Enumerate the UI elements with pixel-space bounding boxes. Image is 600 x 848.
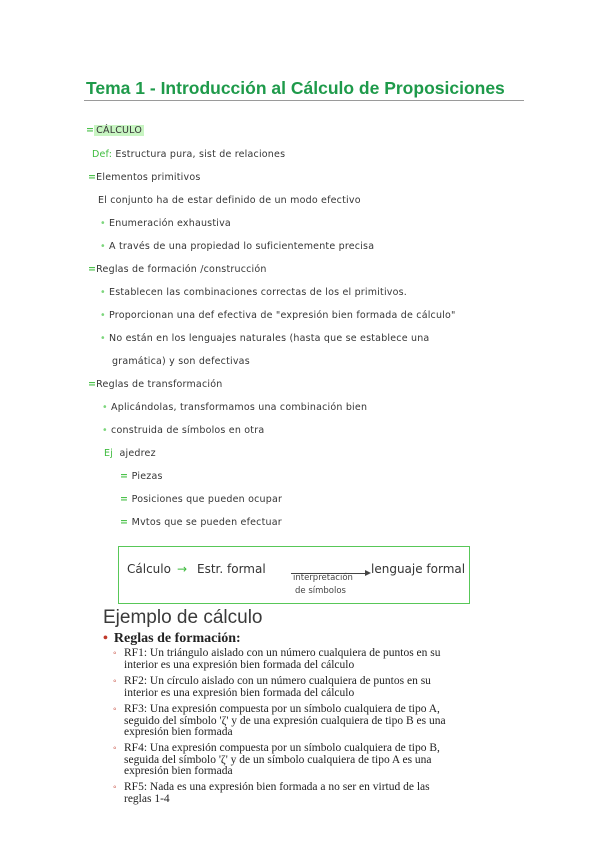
box-lenguaje-formal: lenguaje formal (371, 562, 466, 576)
bullet-icon: ◦ (113, 704, 117, 715)
ejemplo-heading: Ej ajedrez (104, 448, 156, 459)
box-calculo: Cálculo (127, 562, 171, 576)
rule-rf4: ◦ RF4: Una expresión compuesta por un símbolo cualquiera de tipo B, seguida del símbolo 'ζ' y de un símbolo cualquiera de tipo A es una expresión bien formada (113, 742, 440, 777)
elementos-bullet-1: • Enumeración exhaustiva (100, 218, 231, 229)
rule-rf1: ◦ RF1: Un triángulo aislado con un número cualquiera de puntos en su interior es una expresión bien formada del cálculo (113, 647, 441, 671)
box-interpretacion: interpretación (293, 573, 353, 583)
def-line: Def: Estructura pura, sist de relaciones (92, 149, 286, 160)
box-estr-formal: Estr. formal (197, 562, 266, 576)
box-de-simbolos: de símbolos (295, 586, 346, 596)
example-title: Ejemplo de cálculo (103, 607, 263, 628)
elementos-line: El conjunto ha de estar definido de un modo efectivo (98, 195, 361, 206)
bullet-icon: ◦ (113, 743, 117, 754)
reglas-formacion-heading: =Reglas de formación /construcción (88, 264, 267, 275)
rule-rf5: ◦ RF5: Nada es una expresión bien formada a no ser en virtud de las reglas 1-4 (113, 781, 430, 805)
formacion-bullet-2: • Proporcionan una def efectiva de "expresión bien formada de cálculo" (100, 310, 456, 321)
elementos-bullet-2: • A través de una propiedad lo suficientemente precisa (100, 241, 375, 252)
bullet-icon: ◦ (113, 782, 117, 793)
formacion-bullet-1: • Establecen las combinaciones correctas de los el primitivos. (100, 287, 408, 298)
calculo-heading: = CÁLCULO (86, 125, 143, 136)
ajedrez-bullet-2: = Posiciones que pueden ocupar (120, 494, 283, 505)
ajedrez-bullet-1: = Piezas (120, 471, 163, 482)
arrow-icon: → (177, 562, 188, 576)
bullet-marker: = (86, 125, 95, 136)
formacion-bullet-3-cont: gramática) y son defectivas (112, 356, 250, 367)
rule-rf2: ◦ RF2: Un círculo aislado con un número cualquiera de puntos en su interior es una expresión bien formada del cálculo (113, 675, 431, 699)
page-title: Tema 1 - Introducción al Cálculo de Proposiciones (86, 78, 505, 98)
elementos-heading: =Elementos primitivos (88, 172, 201, 183)
ajedrez-bullet-3: = Mvtos que se pueden efectuar (120, 517, 282, 528)
calculo-diagram-box (118, 546, 470, 604)
rule-rf3: ◦ RF3: Una expresión compuesta por un símbolo cualquiera de tipo A, seguido del símbolo 'ζ' y de una expresión cualquiera de tipo B es una expresión bien formada (113, 703, 446, 738)
transformacion-bullet-2: • construida de símbolos en otra (102, 425, 265, 436)
formacion-bullet-3: • No están en los lenguajes naturales (hasta que se establece una (100, 333, 430, 344)
reglas-transformacion-heading: =Reglas de transformación (88, 379, 223, 390)
rules-heading: • Reglas de formación: (103, 631, 241, 646)
bullet-icon: ◦ (113, 648, 117, 659)
title-divider (84, 100, 524, 101)
transformacion-bullet-1: • Aplicándolas, transformamos una combinación bien (102, 402, 368, 413)
bullet-icon: • (103, 631, 108, 646)
bullet-icon: ◦ (113, 676, 117, 687)
